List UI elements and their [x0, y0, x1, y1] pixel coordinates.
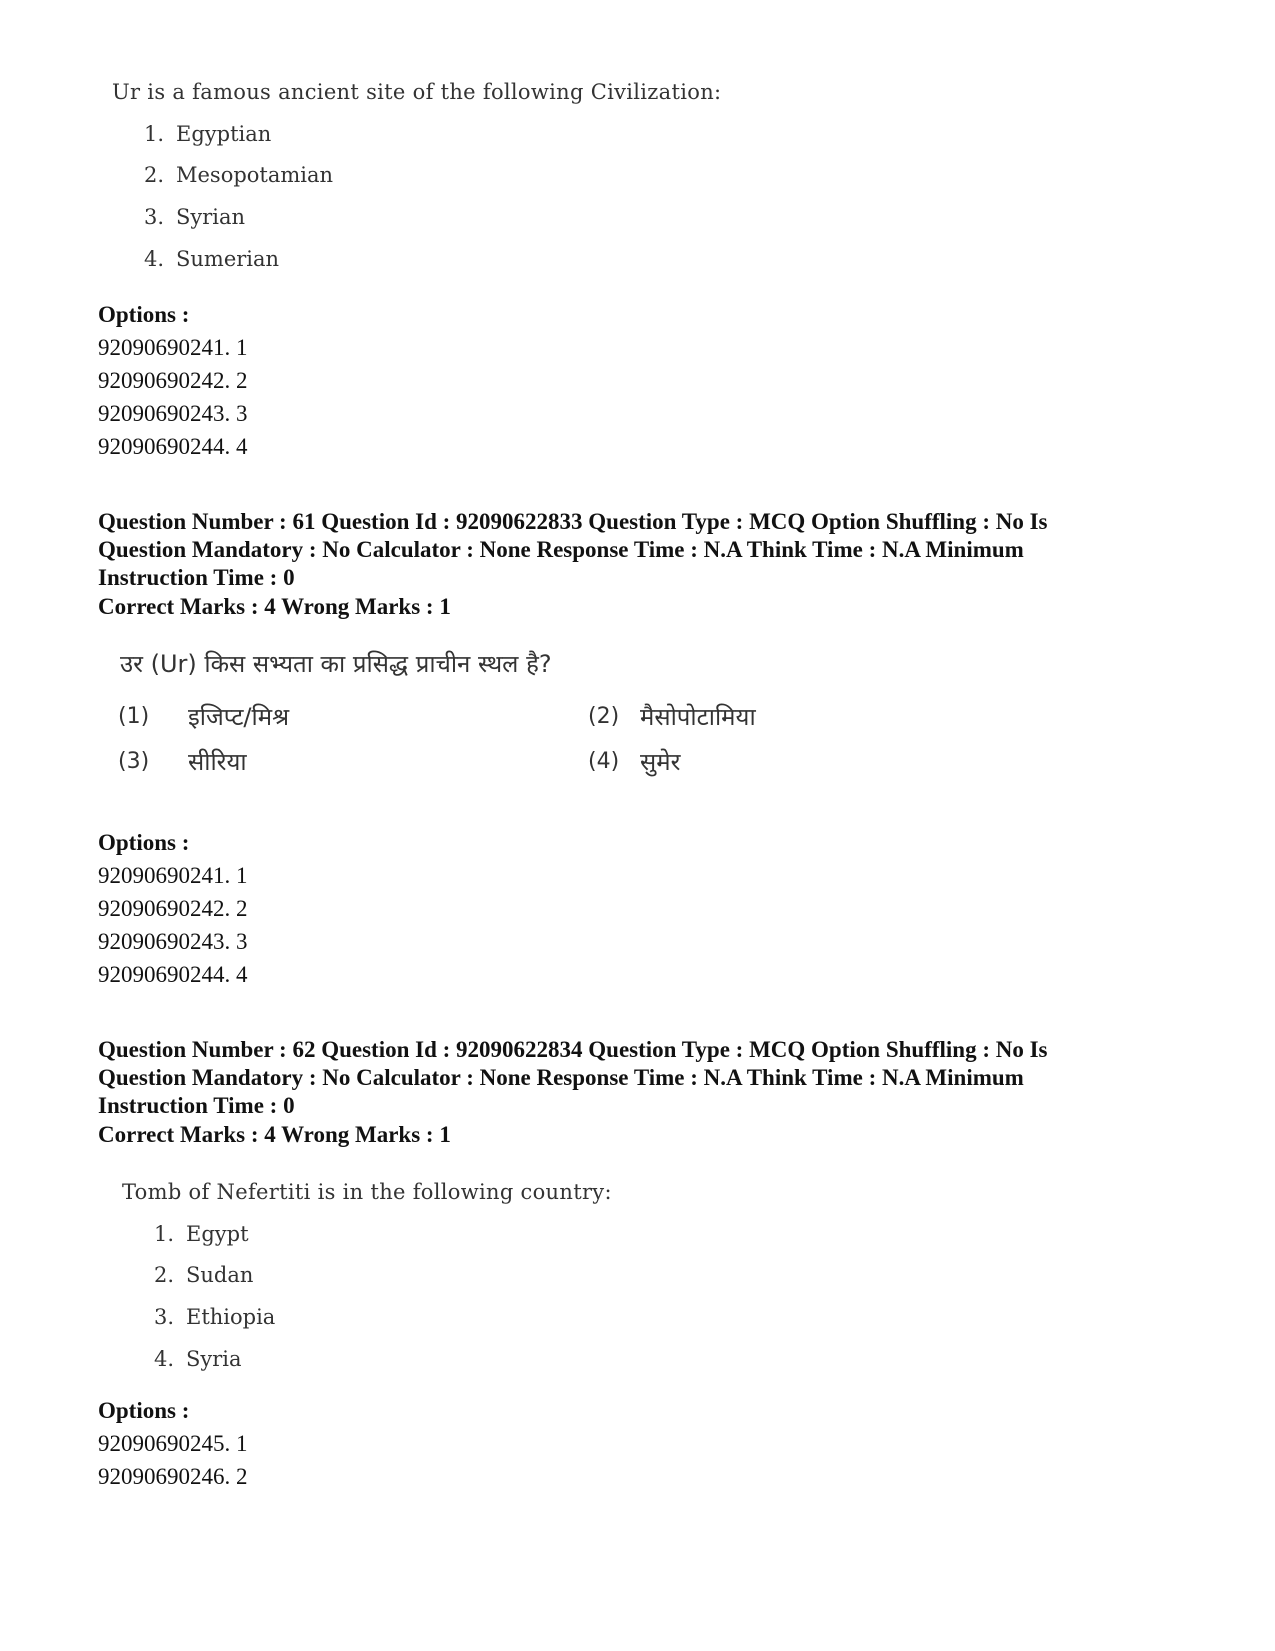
choice-1: 1. Egyptian: [144, 122, 272, 146]
choice-text: मैसोपोटामिया: [640, 703, 756, 731]
choice-3: 3. Ethiopia: [154, 1305, 276, 1329]
question-meta: [98, 508, 1178, 592]
choice-4: 4. Sumerian: [144, 247, 280, 271]
choice-text: सीरिया: [188, 748, 247, 776]
choice-number: (3): [118, 749, 150, 774]
choice-2: 2. Mesopotamian: [144, 163, 334, 187]
option-id-line: 92090690241. 1: [98, 863, 248, 888]
choice-number: (1): [118, 704, 150, 729]
choice-text: सुमेर: [640, 748, 681, 776]
choice-1: 1. Egypt: [154, 1222, 249, 1246]
options-heading: Options :: [98, 1398, 190, 1423]
option-id-line: 92090690243. 3: [98, 929, 248, 954]
option-id-line: 92090690242. 2: [98, 896, 248, 921]
question-meta-line: Instruction Time : 0: [98, 1093, 295, 1118]
option-id-line: 92090690244. 4: [98, 962, 248, 987]
option-id-line: 92090690243. 3: [98, 401, 248, 426]
question-meta-line: Question Number : 62 Question Id : 92090622834 Question Type : MCQ Option Shuffling : No Is: [98, 1037, 1048, 1062]
question-meta-line: Question Mandatory : No Calculator : None Response Time : N.A Think Time : N.A Minimum: [98, 537, 1024, 562]
options-heading: Options :: [98, 302, 190, 327]
question-meta: [98, 1036, 1178, 1120]
marks-line: Correct Marks : 4 Wrong Marks : 1: [98, 1122, 451, 1147]
marks-line: Correct Marks : 4 Wrong Marks : 1: [98, 594, 451, 619]
choice-4: 4. Syria: [154, 1347, 242, 1371]
question-meta-line: Question Number : 61 Question Id : 92090622833 Question Type : MCQ Option Shuffling : No Is: [98, 509, 1048, 534]
question-meta-line: Instruction Time : 0: [98, 565, 295, 590]
choice-text: इजिप्ट/मिश्र: [188, 703, 290, 731]
question-text: Ur is a famous ancient site of the following Civilization:: [112, 80, 722, 104]
question-meta-line: Question Mandatory : No Calculator : None Response Time : N.A Think Time : N.A Minimum: [98, 1065, 1024, 1090]
option-id-line: 92090690241. 1: [98, 335, 248, 360]
choice-3: 3. Syrian: [144, 205, 246, 229]
option-id-line: 92090690246. 2: [98, 1464, 248, 1489]
options-heading: Options :: [98, 830, 190, 855]
option-id-line: 92090690244. 4: [98, 434, 248, 459]
choice-number: (2): [588, 704, 620, 729]
choice-2: 2. Sudan: [154, 1263, 254, 1287]
option-id-line: 92090690245. 1: [98, 1431, 248, 1456]
option-id-line: 92090690242. 2: [98, 368, 248, 393]
question-text: Tomb of Nefertiti is in the following country:: [122, 1180, 612, 1204]
choice-number: (4): [588, 749, 620, 774]
question-text-hindi: उर (Ur) किस सभ्यता का प्रसिद्ध प्राचीन स्थल है?: [120, 650, 552, 678]
